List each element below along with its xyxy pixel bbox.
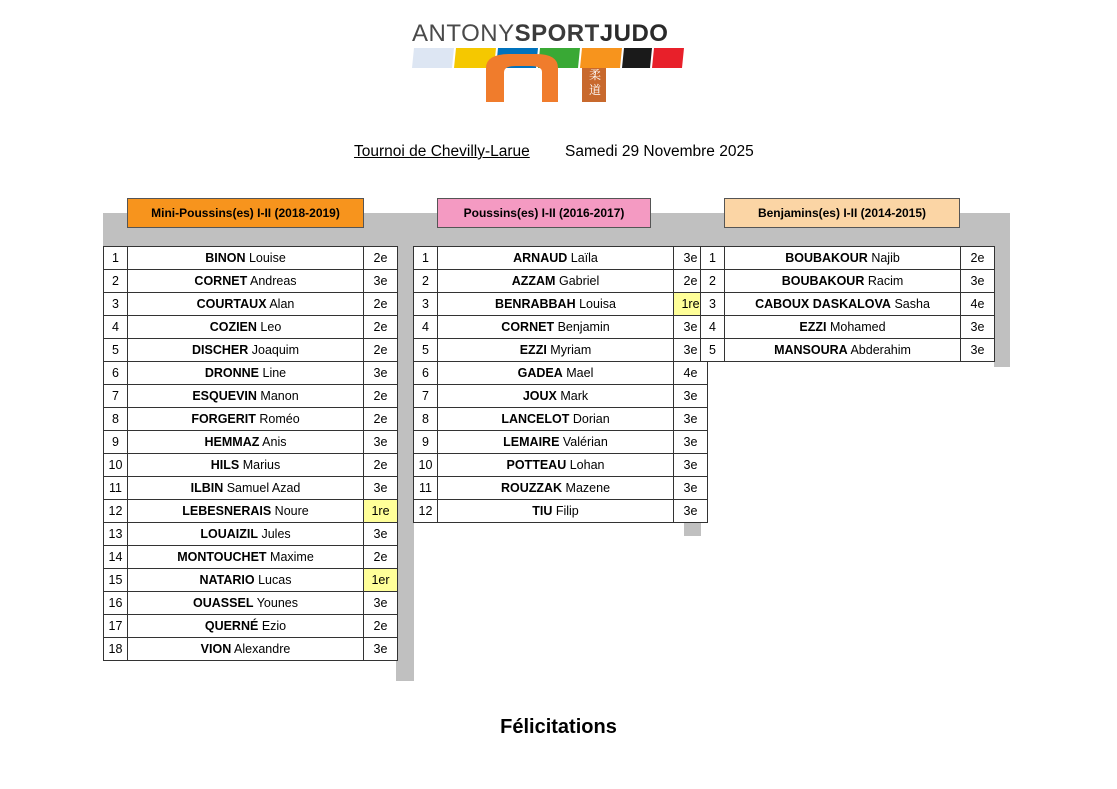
table-row	[104, 500, 398, 523]
placement: 3e	[674, 500, 708, 523]
table-row	[414, 293, 708, 316]
judoka-name	[128, 270, 364, 293]
table-row	[104, 454, 398, 477]
judoka-name	[128, 500, 364, 523]
last-name: POTTEAU	[506, 458, 567, 472]
table-row	[414, 270, 708, 293]
placement: 3e	[961, 316, 995, 339]
last-name: GADEA	[517, 366, 563, 380]
placement: 2e	[674, 270, 708, 293]
row-number: 15	[104, 569, 128, 592]
tournament-date: Samedi 29 Novembre 2025	[565, 143, 754, 160]
row-number: 17	[104, 615, 128, 638]
first-name: Manon	[260, 389, 299, 403]
judoka-name	[438, 339, 674, 362]
judoka-name	[128, 339, 364, 362]
logo-part-antony: ANTONY	[412, 20, 515, 47]
row-number: 5	[414, 339, 438, 362]
last-name: HEMMAZ	[204, 435, 260, 449]
placement: 3e	[364, 477, 398, 500]
placement: 3e	[674, 316, 708, 339]
table-row	[104, 408, 398, 431]
judoka-name	[128, 523, 364, 546]
last-name: COZIEN	[209, 320, 257, 334]
row-number: 13	[104, 523, 128, 546]
club-logo	[412, 20, 692, 106]
first-name: Alan	[269, 297, 295, 311]
first-name: Younes	[256, 596, 298, 610]
row-number: 9	[104, 431, 128, 454]
logo-text	[412, 20, 668, 48]
table-row	[414, 385, 708, 408]
judoka-name	[438, 500, 674, 523]
table-row	[104, 569, 398, 592]
table-row	[104, 247, 398, 270]
placement: 3e	[674, 247, 708, 270]
first-name: Roméo	[259, 412, 300, 426]
table-row	[414, 477, 708, 500]
first-name: Line	[262, 366, 287, 380]
first-name: Jules	[261, 527, 291, 541]
last-name: DRONNE	[204, 366, 260, 380]
roster-table-mini-poussins	[103, 246, 398, 661]
judoka-name	[128, 592, 364, 615]
row-number: 3	[701, 293, 725, 316]
first-name: Laïla	[570, 251, 598, 265]
row-number: 12	[104, 500, 128, 523]
last-name: LEMAIRE	[503, 435, 560, 449]
first-name: Mohamed	[829, 320, 886, 334]
placement: 3e	[961, 339, 995, 362]
first-name: Mael	[566, 366, 594, 380]
table-row	[701, 247, 995, 270]
judoka-name	[128, 385, 364, 408]
last-name: VION	[200, 642, 232, 656]
category-title: Mini-Poussins(es) I-II (2018-2019)	[151, 206, 340, 220]
last-name: FORGERIT	[191, 412, 256, 426]
row-number: 1	[414, 247, 438, 270]
placement: 2e	[364, 546, 398, 569]
first-name: Ezio	[261, 619, 287, 633]
judoka-name	[438, 431, 674, 454]
row-number: 5	[104, 339, 128, 362]
row-number: 14	[104, 546, 128, 569]
row-number: 8	[104, 408, 128, 431]
table-row	[104, 546, 398, 569]
roster-table-poussins	[413, 246, 708, 523]
table-row	[104, 362, 398, 385]
first-name: Najib	[871, 251, 900, 265]
judoka-name	[128, 431, 364, 454]
table-row	[104, 523, 398, 546]
judoka-name	[438, 247, 674, 270]
last-name: COURTAUX	[196, 297, 267, 311]
judoka-name	[438, 385, 674, 408]
last-name: MONTOUCHET	[177, 550, 267, 564]
first-name: Samuel Azad	[226, 481, 301, 495]
judoka-name	[438, 408, 674, 431]
first-name: Mazene	[565, 481, 611, 495]
first-name: Lucas	[258, 573, 292, 587]
row-number: 3	[414, 293, 438, 316]
column-shadow-3	[994, 246, 1010, 367]
table-row	[104, 293, 398, 316]
placement: 2e	[961, 247, 995, 270]
last-name: EZZI	[519, 343, 547, 357]
judoka-name	[438, 270, 674, 293]
first-name: Joaquim	[251, 343, 299, 357]
last-name: CABOUX DASKALOVA	[755, 297, 891, 311]
placement: 3e	[961, 270, 995, 293]
first-name: Benjamin	[557, 320, 610, 334]
placement: 2e	[364, 615, 398, 638]
table-row	[414, 500, 708, 523]
last-name: ESQUEVIN	[192, 389, 257, 403]
table-row	[701, 339, 995, 362]
first-name: Alexandre	[234, 642, 291, 656]
first-name: Anis	[262, 435, 287, 449]
row-number: 3	[104, 293, 128, 316]
placement: 1er	[364, 569, 398, 592]
last-name: NATARIO	[199, 573, 255, 587]
row-number: 1	[104, 247, 128, 270]
last-name: EZZI	[799, 320, 827, 334]
logo-kanji: 柔道	[588, 68, 601, 97]
judoka-name	[128, 362, 364, 385]
placement: 3e	[364, 638, 398, 661]
category-header-poussins	[437, 198, 651, 228]
placement: 3e	[364, 270, 398, 293]
row-number: 10	[414, 454, 438, 477]
first-name: Sasha	[894, 297, 930, 311]
last-name: TIU	[532, 504, 553, 518]
table-row	[414, 362, 708, 385]
table-row	[414, 316, 708, 339]
first-name: Louisa	[579, 297, 616, 311]
row-number: 11	[104, 477, 128, 500]
table-row	[701, 293, 995, 316]
first-name: Myriam	[550, 343, 592, 357]
last-name: BOUBAKOUR	[785, 251, 868, 265]
placement: 3e	[364, 523, 398, 546]
placement: 2e	[364, 339, 398, 362]
last-name: ROUZZAK	[500, 481, 563, 495]
last-name: LOUAIZIL	[200, 527, 258, 541]
judoka-name	[725, 247, 961, 270]
row-number: 5	[701, 339, 725, 362]
judoka-name	[128, 293, 364, 316]
last-name: BOUBAKOUR	[781, 274, 865, 288]
first-name: Andreas	[250, 274, 297, 288]
last-name: LEBESNERAIS	[182, 504, 272, 518]
first-name: Dorian	[572, 412, 610, 426]
judoka-name	[438, 477, 674, 500]
category-title: Poussins(es) I-II (2016-2017)	[463, 206, 625, 220]
placement: 3e	[674, 339, 708, 362]
last-name: MANSOURA	[774, 343, 848, 357]
judoka-name	[725, 316, 961, 339]
row-number: 18	[104, 638, 128, 661]
judoka-name	[438, 293, 674, 316]
judoka-name	[128, 408, 364, 431]
last-name: ILBIN	[190, 481, 224, 495]
judoka-name	[128, 316, 364, 339]
row-number: 12	[414, 500, 438, 523]
row-number: 2	[104, 270, 128, 293]
judoka-name	[725, 339, 961, 362]
table-row	[414, 454, 708, 477]
placement: 4e	[674, 362, 708, 385]
table-row	[414, 339, 708, 362]
placement: 3e	[674, 454, 708, 477]
table-row	[104, 316, 398, 339]
row-number: 4	[104, 316, 128, 339]
table-row	[104, 385, 398, 408]
first-name: Lohan	[569, 458, 605, 472]
row-number: 16	[104, 592, 128, 615]
placement: 2e	[364, 454, 398, 477]
first-name: Filip	[555, 504, 579, 518]
placement: 1re	[364, 500, 398, 523]
table-row	[414, 408, 708, 431]
last-name: DISCHER	[192, 343, 249, 357]
first-name: Noure	[274, 504, 309, 518]
first-name: Marius	[242, 458, 281, 472]
row-number: 2	[414, 270, 438, 293]
placement: 2e	[364, 293, 398, 316]
category-title: Benjamins(es) I-II (2014-2015)	[757, 206, 927, 220]
last-name: QUERNÉ	[204, 619, 259, 633]
placement: 2e	[364, 385, 398, 408]
judoka-name	[128, 477, 364, 500]
placement: 3e	[674, 431, 708, 454]
logo-stripes-graphic	[412, 46, 686, 106]
column-shadow-1	[396, 246, 414, 681]
last-name: AZZAM	[511, 274, 556, 288]
row-number: 9	[414, 431, 438, 454]
roster-table-benjamins	[700, 246, 995, 362]
row-number: 6	[414, 362, 438, 385]
first-name: Maxime	[270, 550, 314, 564]
logo-part-sport: SPORT	[514, 20, 600, 47]
judoka-name	[128, 569, 364, 592]
placement: 3e	[364, 592, 398, 615]
category-header-benjamins	[724, 198, 960, 228]
row-number: 4	[701, 316, 725, 339]
row-number: 11	[414, 477, 438, 500]
judoka-name	[128, 454, 364, 477]
judoka-name	[725, 270, 961, 293]
placement: 3e	[674, 385, 708, 408]
judoka-name	[438, 316, 674, 339]
category-header-mini-poussins	[127, 198, 364, 228]
last-name: CORNET	[501, 320, 555, 334]
row-number: 1	[701, 247, 725, 270]
placement: 2e	[364, 247, 398, 270]
table-row	[701, 316, 995, 339]
judoka-name	[128, 615, 364, 638]
first-name: Abderahim	[850, 343, 911, 357]
first-name: Gabriel	[558, 274, 600, 288]
row-number: 4	[414, 316, 438, 339]
last-name: CORNET	[194, 274, 248, 288]
last-name: OUASSEL	[193, 596, 254, 610]
last-name: LANCELOT	[501, 412, 570, 426]
placement: 2e	[364, 408, 398, 431]
table-row	[104, 592, 398, 615]
last-name: JOUX	[522, 389, 557, 403]
table-row	[104, 431, 398, 454]
last-name: BINON	[205, 251, 246, 265]
last-name: ARNAUD	[513, 251, 568, 265]
table-row	[104, 270, 398, 293]
judoka-name	[725, 293, 961, 316]
table-row	[104, 477, 398, 500]
table-row	[104, 615, 398, 638]
table-row	[414, 247, 708, 270]
row-number: 7	[104, 385, 128, 408]
logo-part-judo: JUDO	[599, 20, 669, 47]
judoka-name	[128, 638, 364, 661]
placement: 1re	[674, 293, 708, 316]
last-name: BENRABBAH	[495, 297, 576, 311]
table-row	[104, 339, 398, 362]
judoka-name	[128, 546, 364, 569]
first-name: Valérian	[562, 435, 608, 449]
placement: 2e	[364, 316, 398, 339]
first-name: Mark	[560, 389, 589, 403]
placement: 3e	[364, 362, 398, 385]
judoka-name	[128, 247, 364, 270]
judoka-name	[438, 362, 674, 385]
row-number: 7	[414, 385, 438, 408]
first-name: Louise	[248, 251, 286, 265]
table-row	[701, 270, 995, 293]
placement: 3e	[674, 477, 708, 500]
row-number: 10	[104, 454, 128, 477]
row-number: 2	[701, 270, 725, 293]
table-row	[104, 638, 398, 661]
placement: 3e	[674, 408, 708, 431]
row-number: 6	[104, 362, 128, 385]
table-row	[414, 431, 708, 454]
last-name: HILS	[210, 458, 240, 472]
first-name: Leo	[260, 320, 282, 334]
row-number: 8	[414, 408, 438, 431]
congratulations-text: Félicitations	[500, 716, 617, 738]
judoka-name	[438, 454, 674, 477]
tournament-name: Tournoi de Chevilly-Larue	[354, 143, 530, 160]
first-name: Racim	[867, 274, 904, 288]
placement: 4e	[961, 293, 995, 316]
placement: 3e	[364, 431, 398, 454]
